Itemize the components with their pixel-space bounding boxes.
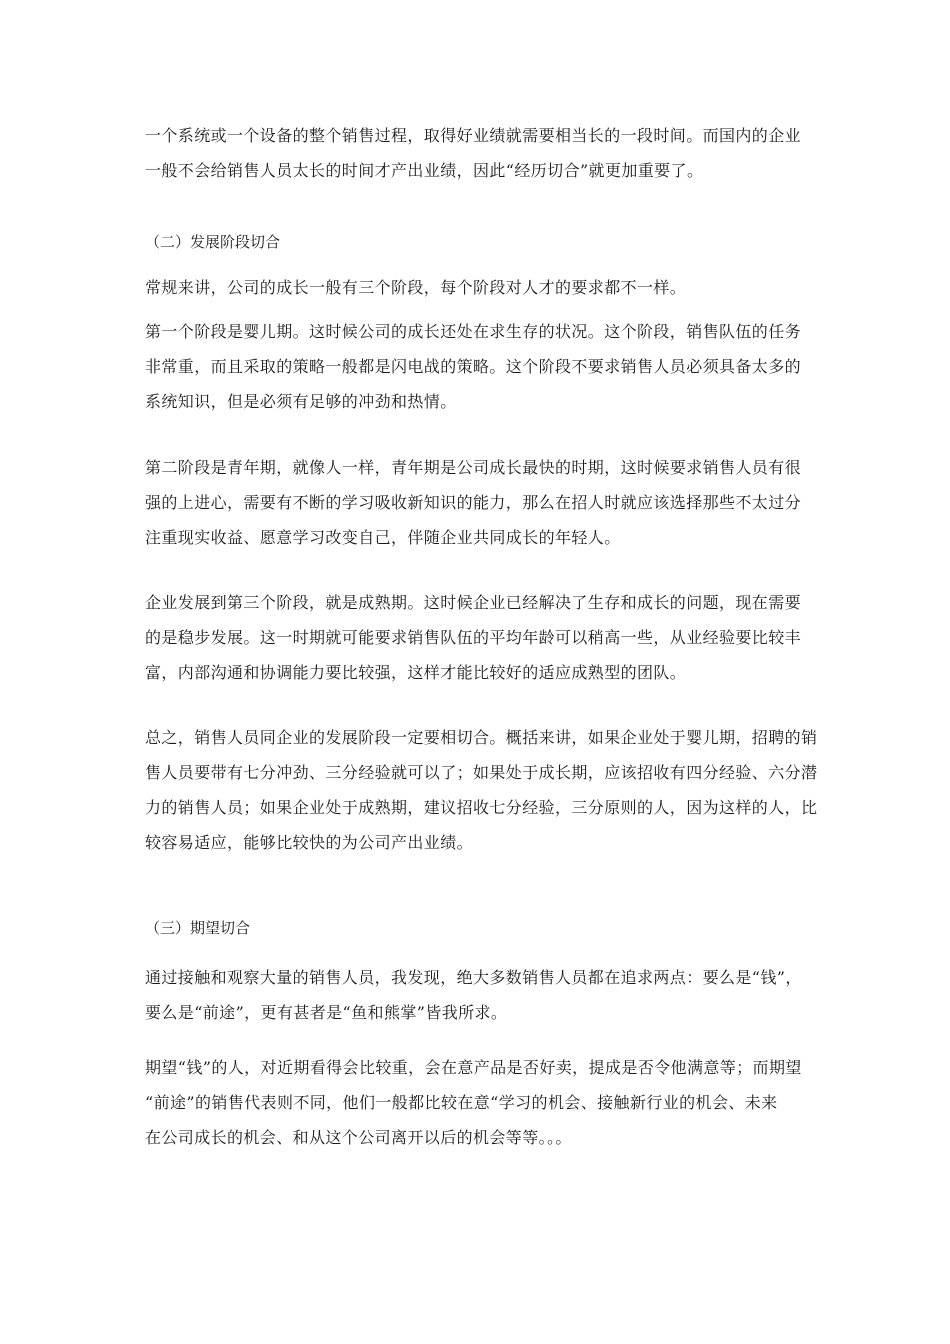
- text-line: 要么是“前途”，更有甚者是“鱼和熊掌”皆我所求。: [145, 1003, 508, 1022]
- paragraph-mature-stage: [145, 585, 815, 690]
- text-line: “前途”的销售代表则不同，他们一般都比较在意“学习的机会、接触新行业的机会、未来: [145, 1093, 778, 1112]
- text-line: 较容易适应，能够比较快的为公司产出业绩。: [145, 833, 474, 852]
- text-line: 富，内部沟通和协调能力要比较强，这样才能比较好的适应成熟型的团队。: [145, 663, 687, 682]
- text-line: 系统知识，但是必须有足够的冲劲和热情。: [145, 392, 457, 411]
- text-line: 在公司成长的机会、和从这个公司离开以后的机会等等。。。: [145, 1128, 572, 1147]
- text-line: 非常重，而且采取的策略一般都是闪电战的策略。这个阶段不要求销售人员必须具备太多的: [145, 357, 802, 376]
- text-line: 期望“钱”的人，对近期看得会比较重，会在意产品是否好卖，提成是否令他满意等；而期望: [145, 1058, 802, 1077]
- text-line: 常规来讲，公司的成长一般有三个阶段，每个阶段对人才的要求都不一样。: [145, 278, 687, 297]
- text-line: 一个系统或一个设备的整个销售过程，取得好业绩就需要相当长的一段时间。而国内的企业: [145, 126, 802, 145]
- text-line: 售人员要带有七分冲劲、三分经验就可以了；如果处于成长期，应该招收有四分经验、六分潜: [145, 763, 818, 782]
- text-line: 第一个阶段是婴儿期。这时候公司的成长还处在求生存的状况。这个阶段，销售队伍的任务: [145, 322, 802, 341]
- text-line: 企业发展到第三个阶段，就是成熟期。这时候企业已经解决了生存和成长的问题，现在需要: [145, 593, 802, 612]
- paragraph-infant-stage: [145, 314, 815, 419]
- paragraph-stage-summary: [145, 720, 818, 860]
- text-line: 力的销售人员；如果企业处于成熟期，建议招收七分经验，三分原则的人，因为这样的人，比: [145, 798, 818, 817]
- text-line: 的是稳步发展。这一时期就可能要求销售队伍的平均年龄可以稍高一些，从业经验要比较丰: [145, 628, 802, 647]
- text-line: 注重现实收益、愿意学习改变自己，伴随企业共同成长的年轻人。: [145, 528, 621, 547]
- paragraph-youth-stage: [145, 450, 815, 555]
- paragraph-three-stages-intro: [145, 270, 815, 305]
- paragraph-expectation-details: [145, 1050, 815, 1155]
- section-heading-development-stage: （二）发展阶段切合: [145, 233, 281, 251]
- paragraph-money-or-future: [145, 960, 815, 1030]
- text-line: 第二阶段是青年期，就像人一样，青年期是公司成长最快的时期，这时候要求销售人员有很: [145, 458, 802, 477]
- section-heading-expectation-fit: （三）期望切合: [145, 919, 251, 937]
- text-line: 总之，销售人员同企业的发展阶段一定要相切合。概括来讲，如果企业处于婴儿期，招聘的销: [145, 728, 818, 747]
- text-line: 一般不会给销售人员太长的时间才产出业绩，因此“经历切合”就更加重要了。: [145, 161, 704, 180]
- text-line: 强的上进心，需要有不断的学习吸收新知识的能力，那么在招人时就应该选择那些不太过分: [145, 493, 802, 512]
- paragraph-experience-fit-end: [145, 118, 815, 188]
- text-line: 通过接触和观察大量的销售人员，我发现，绝大多数销售人员都在追求两点：要么是“钱”，: [145, 968, 802, 987]
